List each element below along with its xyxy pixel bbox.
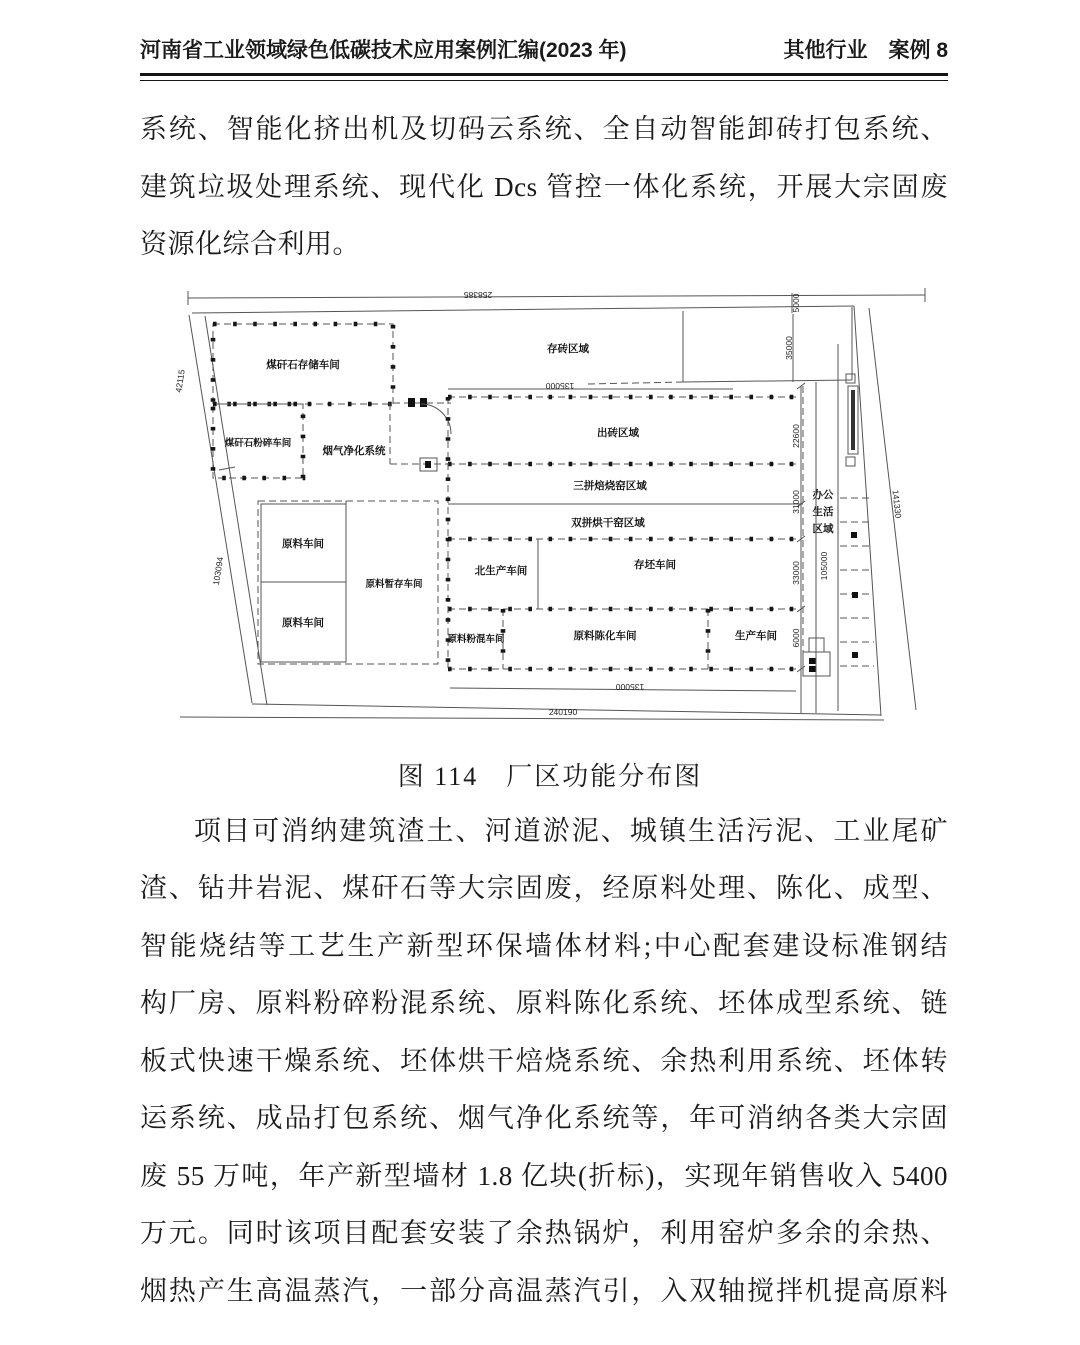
dim-42115: 42115 [173, 368, 187, 393]
gate [390, 398, 451, 471]
text-line: 建筑垃圾处理系统、现代化 Dcs 管控一体化系统，开展大宗固废 [140, 171, 948, 202]
dim-141330: 141330 [890, 488, 904, 519]
dim-bottom-135000: 135000 [615, 681, 645, 692]
text-line: 烟热产生高温蒸汽，一部分高温蒸汽引，入双轴搅拌机提高原料 [140, 1275, 948, 1306]
label-raw-temp-storage: 原料暂存车间 [365, 578, 423, 590]
site-plan-drawing [168, 286, 932, 733]
dim-103094: 103094 [210, 555, 226, 586]
svg-text:办公: 办公 [812, 488, 834, 501]
header-divider [140, 73, 948, 81]
label-brick-output-area: 出砖区域 [597, 426, 639, 439]
paragraph-2 [140, 803, 948, 1321]
text-line: 项目可消纳建筑渣土、河道淤泥、城镇生活污泥、工业尾矿 [194, 815, 948, 846]
dim-inner-135000: 135000 [545, 380, 575, 391]
paragraph-1 [140, 101, 948, 274]
dim-35000: 35000 [784, 335, 794, 360]
text-line: 构厂房、原料粉碎粉混系统、原料陈化系统、坯体成型系统、链 [140, 988, 948, 1018]
text-line: 资源化综合利用。 [140, 229, 360, 259]
brick-yard-enclosure [588, 307, 852, 384]
label-raw-material-1: 原料车间 [282, 537, 324, 550]
header-title: 河南省工业领域绿色低碳技术应用案例汇编(2023 年) [140, 39, 627, 62]
label-raw-mixing: 原料粉混车间 [447, 633, 505, 645]
label-coal-crushing: 煤矸石粉碎车间 [224, 437, 292, 449]
header-case-label: 其他行业 案例 8 [783, 39, 948, 62]
dim-240190: 240190 [548, 706, 578, 717]
label-double-kiln-area: 双拼烘干窑区域 [571, 516, 645, 529]
figure-caption: 图 114 厂区功能分布图 [397, 761, 703, 791]
label-raw-aging: 原料陈化车间 [573, 629, 637, 642]
dim-31000: 31000 [791, 489, 801, 514]
label-brick-storage-area: 存砖区域 [547, 342, 589, 355]
page-header [140, 34, 948, 64]
dim-105000: 105000 [819, 551, 829, 580]
svg-text:生活: 生活 [812, 505, 834, 518]
label-raw-material-2: 原料车间 [282, 616, 324, 629]
text-line: 废 55 万吨，年产新型墙材 1.8 亿块(折标)，实现年销售收入 5400 [140, 1160, 948, 1191]
text-line: 渣、钻井岩泥、煤矸石等大宗固废，经原料处理、陈化、成型、 [140, 873, 948, 903]
text-line: 万元。同时该项目配套安装了余热锅炉，利用窑炉多余的余热、 [140, 1218, 948, 1248]
text-line: 智能烧结等工艺生产新型环保墙体材料;中心配套建设标准钢结 [140, 930, 948, 961]
label-billet-storage: 存坯车间 [634, 558, 676, 571]
label-production: 生产车间 [735, 629, 777, 642]
label-north-production: 北生产车间 [474, 564, 528, 577]
text-line: 系统、智能化挤出机及切码云系统、全自动智能卸砖打包系统、 [140, 114, 948, 144]
svg-text:区域: 区域 [812, 522, 834, 535]
label-triple-kiln-area: 三拼焙烧窑区域 [573, 479, 647, 492]
label-coal-storage: 煤矸石存储车间 [266, 358, 340, 371]
text-line: 板式快速干燥系统、坯体烘干焙烧系统、余热利用系统、坯体转 [140, 1045, 948, 1076]
dim-33000: 33000 [791, 560, 801, 585]
site-plan-figure [168, 286, 932, 793]
dim-5000: 5000 [791, 293, 801, 312]
label-flue-gas-system: 烟气净化系统 [322, 444, 386, 457]
dim-top-boundary: 258385 [463, 289, 493, 300]
dim-6000: 6000 [791, 628, 801, 647]
text-line: 运系统、成品打包系统、烟气净化系统等，年可消纳各类大宗固 [140, 1103, 948, 1133]
dim-22600: 22600 [791, 423, 801, 448]
